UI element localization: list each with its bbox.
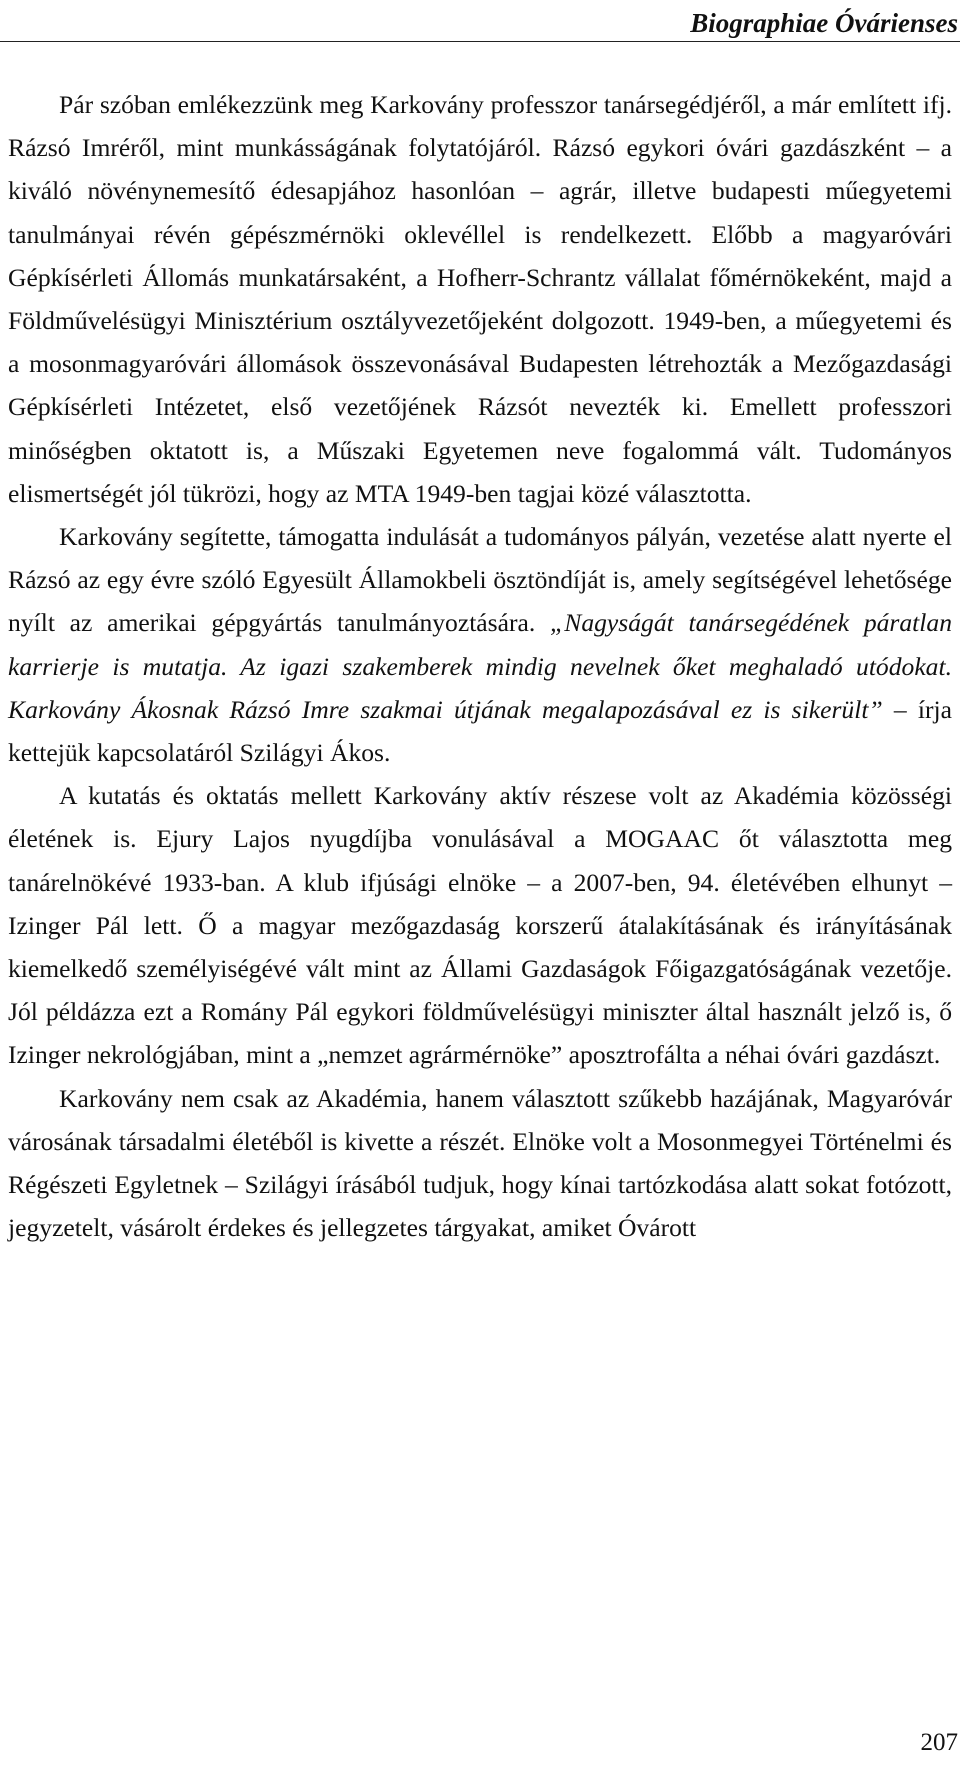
- paragraph-text: A kutatás és oktatás mellett Karkovány aktív részese volt az Akadémia közösségi életének is. Ejury Lajos nyugdíjba vonulásával a MOGAAC őt választotta meg tanárelnökévé 1933-ban. A klub ifjúsági elnöke – a 2007-ben, 94. életévében elhunyt – Izinger Pál lett. Ő a magyar mezőgazdaság korszerű átalakításának és irányításának kiemelkedő személyiségévé vált mint az Állami Gazdaságok Főigazgatóságának vezetője. Jól példázza ezt a Romány Pál egykori földművelésügyi miniszter által használt jelző is, ő Izinger nekrológjában, mint a „nemzet agrármérnöke” aposztrofálta a néhai óvári gazdászt.: [8, 781, 952, 1070]
- quotation: „Nagyságát tanársegédének páratlan karrierje is mutatja. Az igazi szakemberek mindig nevelnek őket meghaladó utódokat. Karkovány Ákosnak Rázsó Imre szakmai útjának megalapozásával ez is sikerült”: [8, 608, 952, 724]
- paragraph-text: – írja kettejük kapcsolatáról Szilágyi Ákos.: [8, 694, 952, 768]
- paragraph-4: [8, 1077, 952, 1250]
- paragraph-3: [8, 774, 952, 1076]
- paragraph-text: Karkovány segítette, támogatta indulását a tudományos pályán, vezetése alatt nyerte el Rázsó az egy évre szóló Egyesült Államokbeli ösztöndíját is, amely segítségével lehetősége nyílt az amerikai gépgyártás tanulmányoztására.: [8, 522, 952, 638]
- body-text: [8, 83, 952, 1249]
- paragraph-text: Karkovány nem csak az Akadémia, hanem választott szűkebb hazájának, Magyaróvár városának társadalmi életéből is kivette a részét. Elnöke volt a Mosonmegyei Történelmi és Régészeti Egyletnek – Szilágyi írásából tudjuk, hogy kínai tartózkodása alatt sokat fotózott, jegyzetelt, vásárolt érdekes és jellegzetes tárgyakat, amiket Óvárott: [8, 1083, 952, 1243]
- journal-title: Biographiae Óvárienses: [690, 8, 958, 38]
- page-number: 207: [920, 1729, 958, 1756]
- paragraph-text: Pár szóban emlékezzünk meg Karkovány professzor tanársegédjéről, a már említett ifj. Rázsó Imréről, mint munkásságának folytatójáról. Rázsó egykori óvári gazdászként – a kiváló növénynemesítő édesapjához hasonlóan – agrár, illetve budapesti műegyetemi tanulmányai révén gépészmérnöki oklevéllel is rendelkezett. Előbb a magyaróvári Gépkísérleti Állomás munkatársaként, a Hofherr-Schrantz vállalat főmérnökeként, majd a Földművelésügyi Minisztérium osztályvezetőjeként dolgozott. 1949-ben, a műegyetemi és a mosonmagyaróvári állomások összevonásával Budapesten létrehozták a Mezőgazdasági Gépkísérleti Intézetet, első vezetőjének Rázsót nevezték ki. Emellett professzori minőségben oktatott is, a Műszaki Egyetemen neve fogalommá vált. Tudományos elismertségét jól tükrözi, hogy az MTA 1949-ben tagjai közé választotta.: [8, 90, 952, 508]
- paragraph-1: [8, 83, 952, 515]
- running-header: [0, 4, 960, 42]
- paragraph-2: [8, 515, 952, 774]
